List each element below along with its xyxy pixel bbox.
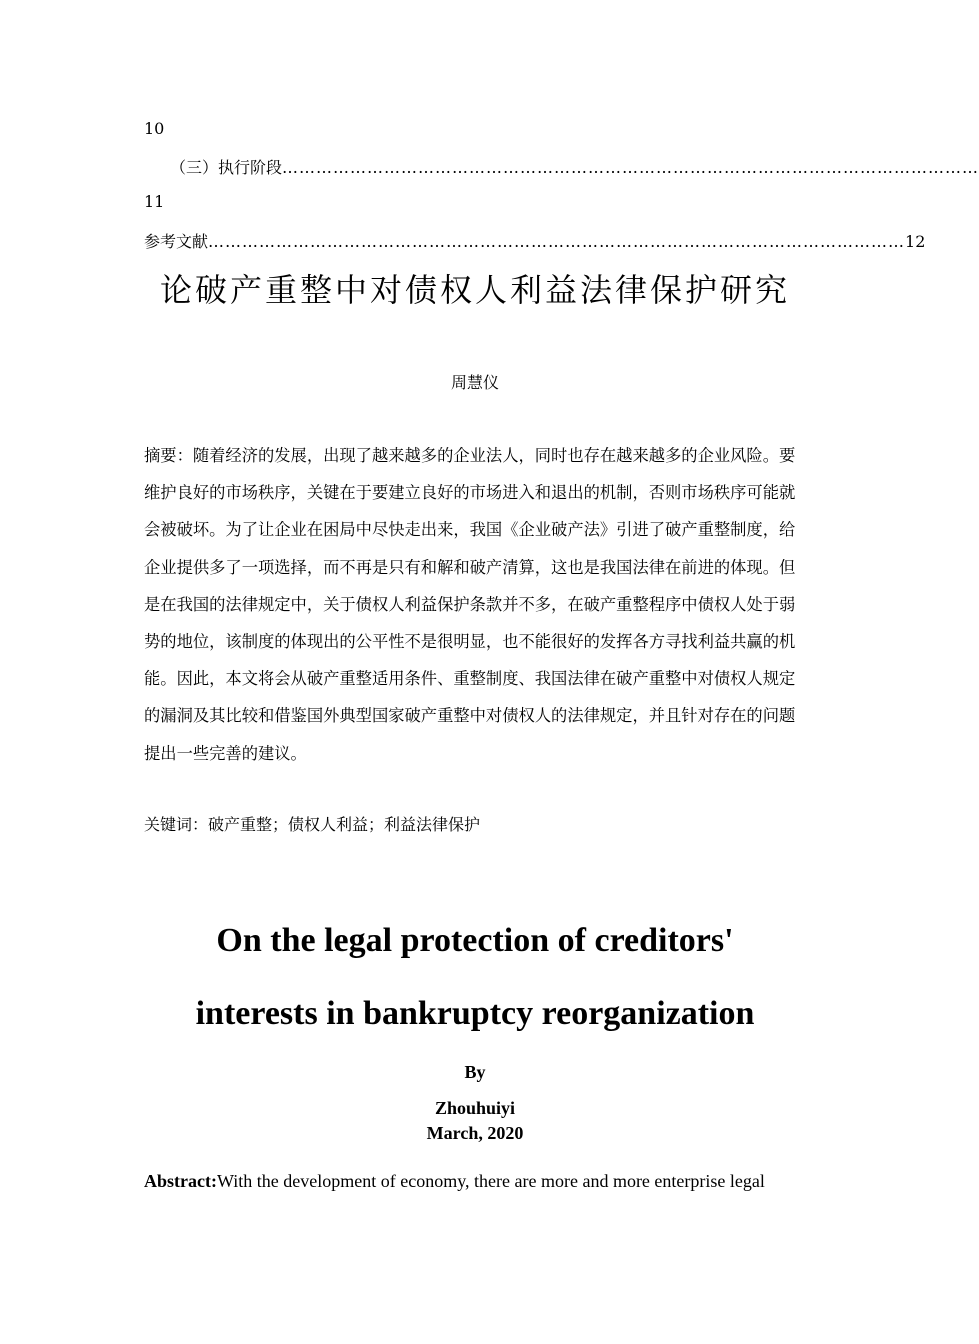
toc-item-label: （三）执行阶段 — [170, 158, 283, 177]
keywords-cn-text: 破产重整；债权人利益；利益法律保护 — [208, 815, 481, 834]
abstract-cn-label: 摘要： — [144, 446, 193, 465]
abstract-cn-text: 随着经济的发展，出现了越来越多的企业法人，同时也存在越来越多的企业风险。要维护良好的市场秩序，关键在于要建立良好的市场进入和退出的机制，否则市场秩序可能就会被破坏。为了让企业在困局中尽快走出来，我国《企业破产法》引进了破产重整制度，给企业提供多了一项选择，而不再是只有和解和破产清算，这也是我国法律在前进的体现。但是在我国的法律规定中，关于债权人利益保护条款并不多，在破产重整程序中债权人处于弱势的地位，该制度的体现出的公平性不是很明显，也不能很好的发挥各方寻找利益共赢的机能。因此，本文将会从破产重整适用条件、重整制度、我国法律在破产重整中对债权人规定的漏洞及其比较和借鉴国外典型国家破产重整中对债权人的法律规定，并且针对存在的问题提出一些完善的建议。 — [144, 446, 796, 763]
keywords-cn — [144, 812, 480, 835]
abstract-en-label: Abstract: — [144, 1171, 217, 1191]
page-title-cn: 论破产重整中对债权人利益法律保护研究 — [159, 271, 790, 309]
keywords-cn-label: 关键词： — [144, 815, 209, 834]
abstract-en-text: With the development of economy, there are more and more enterprise legal — [216, 1171, 765, 1191]
toc-item-references[interactable] — [144, 229, 926, 252]
by-label: By — [464, 1062, 486, 1082]
page-title-en-line1: On the legal protection of creditors' — [216, 922, 734, 959]
author-cn: 周慧仪 — [450, 373, 499, 392]
toc-item-execution-stage[interactable] — [170, 155, 979, 178]
toc-item-page: 12 — [905, 232, 926, 251]
toc-page-number: 10 — [144, 119, 165, 138]
toc-leader-dots: …………………………………………………………………………………………………………… — [208, 232, 906, 251]
abstract-en — [144, 1171, 765, 1192]
abstract-cn — [144, 437, 806, 772]
date-en: March, 2020 — [426, 1123, 524, 1143]
page-title-en-line2: interests in bankruptcy reorganization — [195, 995, 755, 1032]
toc-leader-dots: …………………………………………………………………………………………………………… — [282, 158, 979, 177]
toc-item-page: 11 — [144, 192, 165, 211]
author-en: Zhouhuiyi — [434, 1098, 516, 1118]
toc-item-label: 参考文献 — [144, 232, 209, 251]
